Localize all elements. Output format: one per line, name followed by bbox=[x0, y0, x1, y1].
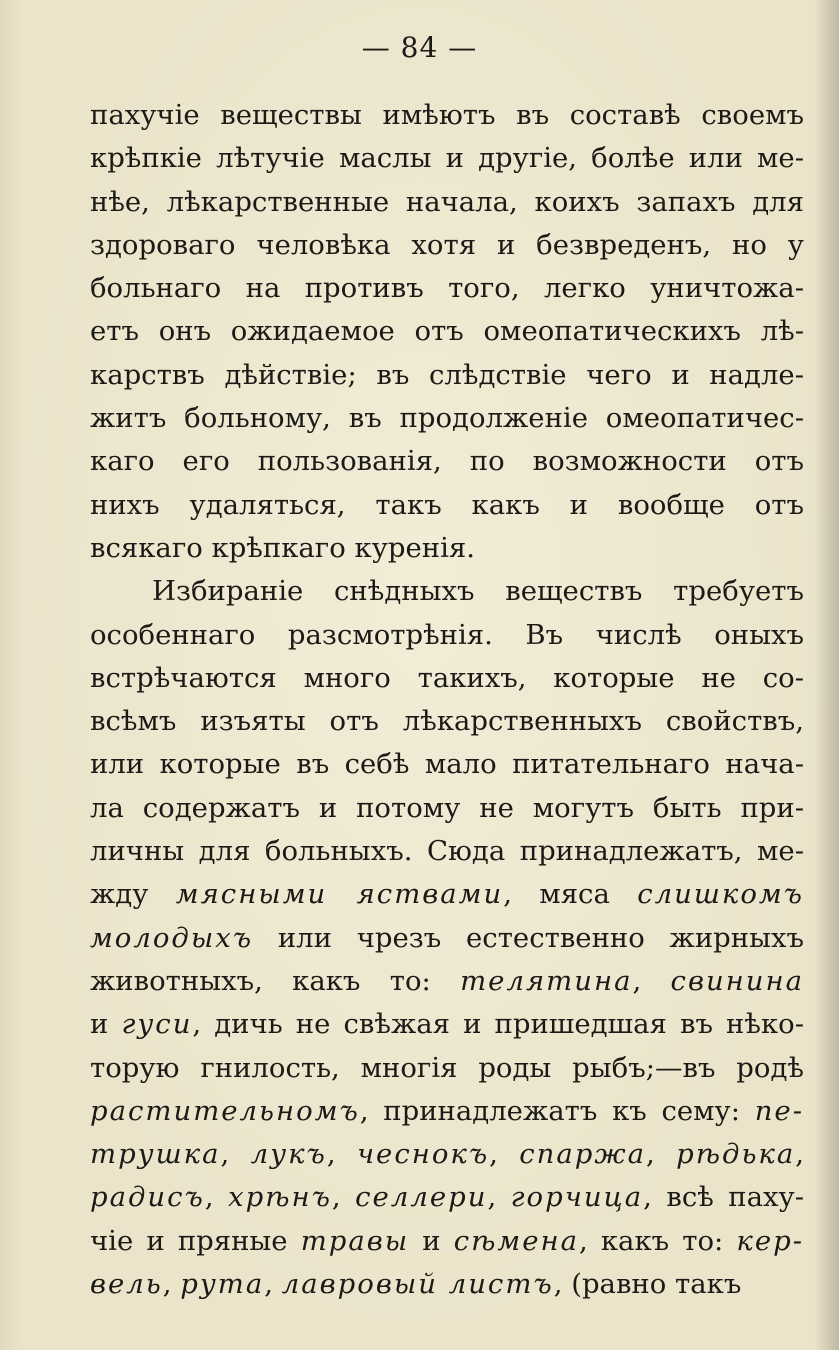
text-run: и bbox=[90, 1008, 122, 1041]
text-run: , bbox=[795, 1138, 804, 1171]
text-run: , bbox=[204, 1181, 229, 1214]
text-line bbox=[90, 570, 804, 613]
text-line bbox=[90, 657, 804, 700]
text-line bbox=[90, 873, 804, 916]
text-run: ла содержатъ и потому не могутъ быть при- bbox=[90, 791, 804, 824]
text-line bbox=[90, 917, 804, 960]
text-line bbox=[90, 1176, 804, 1219]
italic-term: растительномъ bbox=[90, 1094, 360, 1127]
text-run: , принадлежатъ къ сему: bbox=[359, 1094, 755, 1127]
text-line bbox=[90, 1090, 804, 1133]
text-line bbox=[90, 1220, 804, 1263]
page-number: — 84 — bbox=[361, 31, 478, 64]
text-run: особеннаго разсмотрѣнія. Въ числѣ оныхъ bbox=[90, 618, 804, 651]
text-run: , bbox=[220, 1138, 251, 1171]
text-line bbox=[90, 743, 804, 786]
italic-term: свинина bbox=[670, 964, 804, 997]
italic-term: лукъ bbox=[250, 1138, 327, 1171]
text-run: нихъ удаляться, такъ какъ и вообще отъ bbox=[90, 488, 804, 521]
text-run: , какъ то: bbox=[579, 1224, 737, 1257]
italic-term: рута bbox=[180, 1268, 265, 1301]
text-line bbox=[90, 354, 804, 397]
text-run: , bbox=[487, 1181, 511, 1214]
text-run: жду bbox=[90, 878, 176, 911]
italic-term: трушка bbox=[90, 1138, 221, 1171]
text-run: чіе и пряные bbox=[90, 1224, 301, 1257]
italic-term: телятина bbox=[460, 964, 633, 997]
text-run: личны для больныхъ. Сюда принадлежатъ, ме- bbox=[90, 835, 804, 868]
text-line bbox=[90, 137, 804, 180]
text-run: всякаго крѣпкаго куренія. bbox=[90, 531, 475, 564]
text-line bbox=[90, 397, 804, 440]
text-run: каго его пользованія, по возможности отъ bbox=[90, 445, 804, 478]
text-run: , мяса bbox=[503, 878, 638, 911]
text-run: , (равно такъ bbox=[553, 1268, 742, 1301]
text-line bbox=[90, 267, 804, 310]
text-run: нѣе, лѣкарственные начала, коихъ запахъ для bbox=[90, 185, 804, 218]
text-run: всѣмъ изъяты отъ лѣкарственныхъ свойствъ, bbox=[90, 705, 804, 738]
text-run: , bbox=[264, 1268, 282, 1301]
italic-term: хрѣнъ bbox=[228, 1181, 332, 1214]
text-run: житъ больному, въ продолженіе омеопатичес- bbox=[90, 402, 804, 435]
text-line bbox=[90, 527, 804, 570]
italic-term: лавровый листъ bbox=[281, 1268, 554, 1301]
text-run: , bbox=[326, 1138, 357, 1171]
text-line bbox=[90, 484, 804, 527]
text-run: , дичь не свѣжая и пришедшая въ нѣко- bbox=[192, 1008, 804, 1041]
italic-term: слишкомъ bbox=[637, 878, 804, 911]
italic-term: спаржа bbox=[519, 1138, 647, 1171]
italic-term: чеснокъ bbox=[356, 1138, 490, 1171]
text-run: Избираніе снѣдныхъ веществъ требуетъ bbox=[152, 575, 804, 608]
italic-term: рѣдька bbox=[676, 1138, 796, 1171]
italic-term: мясными яствами bbox=[175, 878, 504, 911]
text-line bbox=[90, 181, 804, 224]
italic-term: радисъ bbox=[90, 1181, 205, 1214]
italic-term: гуси bbox=[121, 1008, 193, 1041]
text-run: , bbox=[632, 964, 671, 997]
text-line bbox=[90, 960, 804, 1003]
text-line bbox=[90, 1263, 804, 1306]
body-text bbox=[90, 94, 804, 1306]
italic-term: вель bbox=[90, 1268, 163, 1301]
text-run: и bbox=[409, 1224, 454, 1257]
text-run: , bbox=[331, 1181, 356, 1214]
text-run: , bbox=[162, 1268, 181, 1301]
text-run: , bbox=[489, 1138, 520, 1171]
text-run: пахучіе веществы имѣютъ въ составѣ своемъ bbox=[90, 99, 804, 131]
text-run: карствъ дѣйствіе; въ слѣдствіе чего и надле- bbox=[90, 358, 804, 391]
text-line bbox=[90, 310, 804, 353]
text-run: торую гнилость, многія роды рыбъ;—въ родѣ bbox=[90, 1051, 804, 1084]
text-run: етъ онъ ожидаемое отъ омеопатическихъ лѣ- bbox=[90, 315, 804, 348]
text-line bbox=[90, 1133, 804, 1176]
text-run: здороваго человѣка хотя и безвреденъ, но у bbox=[90, 228, 804, 261]
italic-term: травы bbox=[300, 1224, 410, 1257]
text-line bbox=[90, 440, 804, 483]
text-run: , bbox=[646, 1138, 677, 1171]
text-line bbox=[90, 614, 804, 657]
text-run: или которые въ себѣ мало питательнаго нача- bbox=[90, 748, 804, 781]
text-run: или чрезъ естественно жирныхъ bbox=[253, 921, 804, 954]
text-run: встрѣчаются много такихъ, которые не со- bbox=[90, 661, 804, 694]
text-run: животныхъ, какъ то: bbox=[90, 964, 461, 997]
text-line bbox=[90, 1003, 804, 1046]
text-run: крѣпкіе лѣтучіе маслы и другіе, болѣе или ме- bbox=[90, 142, 804, 175]
text-run: , всѣ паху- bbox=[643, 1181, 804, 1214]
text-line bbox=[90, 94, 804, 137]
italic-term: селлери bbox=[355, 1181, 488, 1214]
italic-term: сѣмена bbox=[453, 1224, 579, 1257]
text-line bbox=[90, 787, 804, 830]
text-line bbox=[90, 830, 804, 873]
text-line bbox=[90, 700, 804, 743]
italic-term: кер- bbox=[736, 1224, 804, 1257]
text-line bbox=[90, 224, 804, 267]
italic-term: молодыхъ bbox=[90, 921, 254, 954]
italic-term: пе- bbox=[754, 1094, 804, 1127]
text-line bbox=[90, 1047, 804, 1090]
italic-term: горчица bbox=[510, 1181, 644, 1214]
text-run: больнаго на противъ того, легко уничтожа- bbox=[90, 272, 804, 305]
